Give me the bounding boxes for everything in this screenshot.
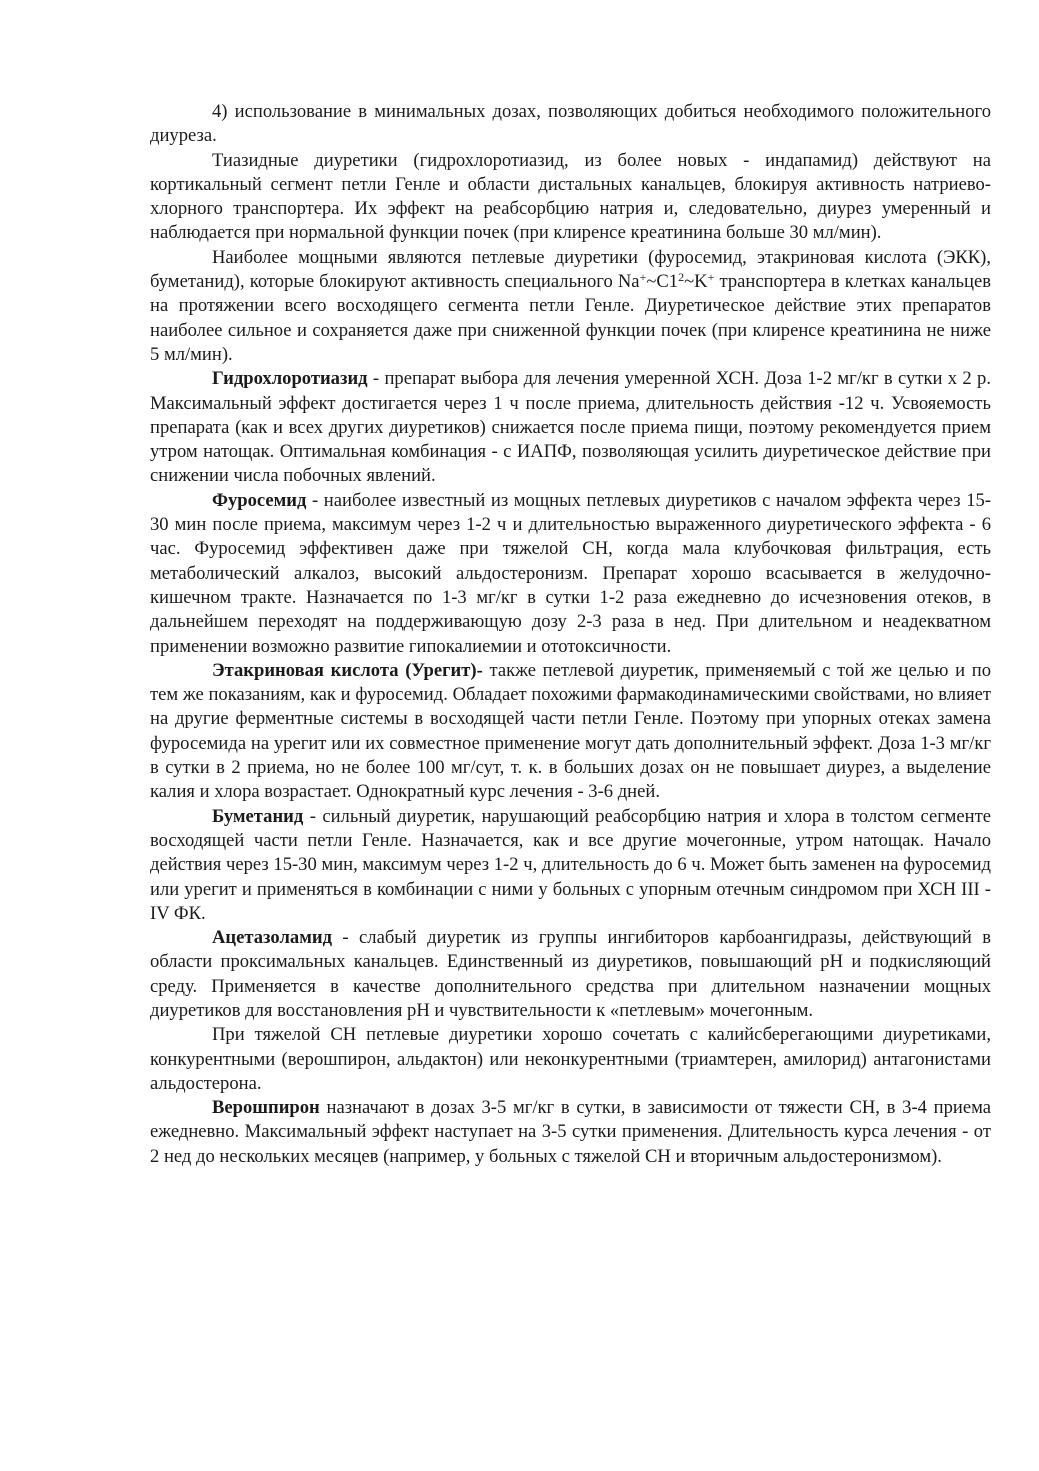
- drug-name: Этакриновая кислота (Урегит)-: [212, 659, 483, 681]
- paragraph-loop-diuretics: [150, 246, 991, 367]
- paragraph-veroshpiron: [150, 1096, 991, 1169]
- paragraph-thiazide: [150, 149, 991, 246]
- paragraph-ethacrynic-acid: [150, 659, 991, 805]
- paragraph-text: 4) использование в минимальных дозах, позволяющих добиться необходимого положительного диуреза.: [150, 101, 991, 147]
- drug-name: Гидрохлоротиазид: [212, 368, 368, 390]
- paragraph-text: Наиболее мощными являются петлевые диуретики (фуросемид, этакриновая кислота (ЭКК), буметанид), которые блокируют активность специального: [150, 246, 991, 293]
- transporter-formula: $Na^+\sim C1^2\sim K^+$: [617, 270, 715, 293]
- paragraph-text: - слабый диуретик из группы ингибиторов карбоангидразы, действующий в области проксимальных канальцев. Единственный из диуретиков, повышающий рН и подкисляющий среду. Применяется в качестве дополнительного средства при длительном назначении мощных диуретиков для восстановления рН и чувствительности к «петлевым» мочегонным.: [150, 927, 991, 1021]
- paragraph-diuretics-dosing: [150, 100, 991, 149]
- drug-name: Фуросемид: [212, 489, 307, 511]
- document-page: [150, 100, 991, 1169]
- paragraph-text: Тиазидные диуретики (гидрохлоротиазид, из более новых - индапамид) действуют на кортикальный сегмент петли Генле и области дистальных канальцев, блокируя активность натриево-хлорного транспортера. Их эффект на реабсорбцию натрия и, следовательно, диурез умеренный и наблюдается при нормальной функции почек (при клиренсе креатинина больше 30 мл/мин).: [150, 149, 991, 244]
- drug-name: Буметанид: [212, 805, 304, 827]
- drug-name: Ацетазоламид: [212, 927, 332, 949]
- paragraph-text: - сильный диуретик, нарушающий реабсорбцию натрия и хлора в толстом сегменте восходящей части петли Генле. Назначается, как и все другие мочегонные, утром натощак. Начало действия через 15-30 мин, максимум через 1-2 ч, длительность до 6 ч. Может быть заменен на фуросемид или урегит и применяться в комбинации с ними у больных с упорным отечным синдромом при ХСН III - IV ФК.: [150, 805, 991, 924]
- paragraph-text: - препарат выбора для лечения умеренной ХСН. Доза 1-2 мг/кг в сутки х 2 р. Максимальный эффект достигается через 1 ч после приема, длительность действия -12 ч. Усвояемость препарата (как и всех других диуретиков) снижается после приема пищи, поэтому рекомендуется прием утром натощак. Оптимальная комбинация - с ИАПФ, позволяющая усилить диуретическое действие при снижении числа побочных явлений.: [150, 368, 991, 487]
- paragraph-potassium-sparing: [150, 1023, 991, 1096]
- drug-name: Верошпирон: [212, 1097, 320, 1119]
- paragraph-acetazolamide: [150, 926, 991, 1023]
- paragraph-furosemide: [150, 489, 991, 659]
- paragraph-text-tail: транспортера в клетках канальцев на протяжении всего восходящего сегмента петли Генле. Диуретическое действие этих препаратов наиболее сильное и сохраняется даже при сниженной функции почек (при клиренсе креатинина не ниже 5 мл/мин).: [150, 271, 992, 365]
- paragraph-text: При тяжелой СН петлевые диуретики хорошо сочетать с калийсберегающими диуретиками, конкурентными (верошпирон, альдактон) или неконкурентными (триамтерен, амилорид) антагонистами альдостерона.: [150, 1024, 991, 1094]
- paragraph-hydrochlorothiazide: [150, 367, 991, 488]
- paragraph-text: - наиболее известный из мощных петлевых диуретиков с началом эффекта через 15-30 мин после приема, максимум через 1-2 ч и длительностью выраженного диуретического эффекта - 6 час. Фуросемид эффективен даже при тяжелой СН, когда мала клубочковая фильтрация, есть метаболический алкалоз, высокий альдостеронизм. Препарат хорошо всасывается в желудочно-кишечном тракте. Назначается по 1-3 мг/кг в сутки 1-2 раза ежедневно до исчезновения отеков, в дальнейшем переходят на поддерживающую дозу 2-3 раза в нед. При длительном и неадекватном применении возможно развитие гипокалиемии и ототоксичности.: [150, 489, 991, 657]
- paragraph-text: также петлевой диуретик, применяемый с той же целью и по тем же показаниям, как и фуросемид. Обладает похожими фармакодинамическими свойствами, но влияет на другие ферментные системы в восходящей части петли Генле. Поэтому при упорных отеках замена фуросемида на урегит или их совместное применение могут дать дополнительный эффект. Доза 1-3 мг/кг в сутки в 2 приема, но не более 100 мг/сут, т. к. в больших дозах он не повышает диурез, а выделение калия и хлора возрастает. Однократный курс лечения - 3-6 дней.: [150, 659, 991, 803]
- paragraph-bumetanide: [150, 805, 991, 926]
- paragraph-text: назначают в дозах 3-5 мг/кг в сутки, в зависимости от тяжести СН, в 3-4 приема ежедневно. Максимальный эффект наступает на 3-5 сутки применения. Длительность курса лечения - от 2 нед до нескольких месяцев (например, у больных с тяжелой СН и вторичным альдостеронизмом).: [150, 1097, 991, 1167]
